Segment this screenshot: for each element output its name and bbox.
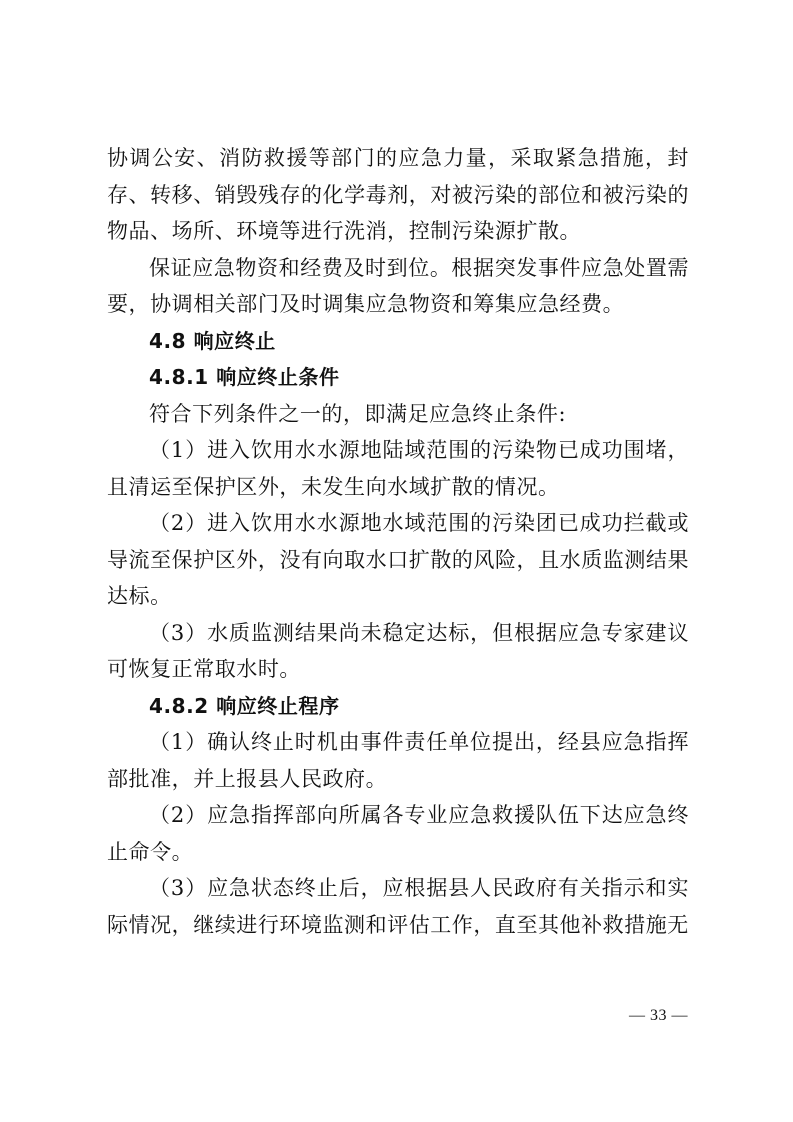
document-body <box>107 140 689 943</box>
list-item: （1）进入饮用水水源地陆域范围的污染物已成功围堵，且清运至保护区外，未发生向水域扩散的情况。 <box>107 438 689 499</box>
paragraph: 协调公安、消防救援等部门的应急力量，采取紧急措施，封存、转移、销毁残存的化学毒剂，对被污染的部位和被污染的物品、场所、环境等进行洗消，控制污染源扩散。 <box>107 146 689 243</box>
list-item: （3）应急状态终止后，应根据县人民政府有关指示和实际情况，继续进行环境监测和评估工作，直至其他补救措施无 <box>107 876 689 937</box>
list-item: （2）进入饮用水水源地水域范围的污染团已成功拦截或导流至保护区外，没有向取水口扩散的风险，且水质监测结果达标。 <box>107 511 689 608</box>
section-heading: 4.8 响应终止 <box>149 328 276 353</box>
list-item: （3）水质监测结果尚未稳定达标，但根据应急专家建议可恢复正常取水时。 <box>107 620 689 681</box>
paragraph: 保证应急物资和经费及时到位。根据突发事件应急处置需要，协调相关部门及时调集应急物资和筹集应急经费。 <box>107 255 689 316</box>
subsection-heading: 4.8.2 响应终止程序 <box>149 693 340 718</box>
paragraph: 符合下列条件之一的，即满足应急终止条件: <box>149 401 567 426</box>
page-number: — 33 — <box>629 1007 688 1024</box>
subsection-heading: 4.8.1 响应终止条件 <box>149 365 340 389</box>
list-item: （2）应急指挥部向所属各专业应急救援队伍下达应急终止命令。 <box>107 803 689 864</box>
list-item: （1）确认终止时机由事件责任单位提出，经县应急指挥部批准，并上报县人民政府。 <box>107 730 689 791</box>
